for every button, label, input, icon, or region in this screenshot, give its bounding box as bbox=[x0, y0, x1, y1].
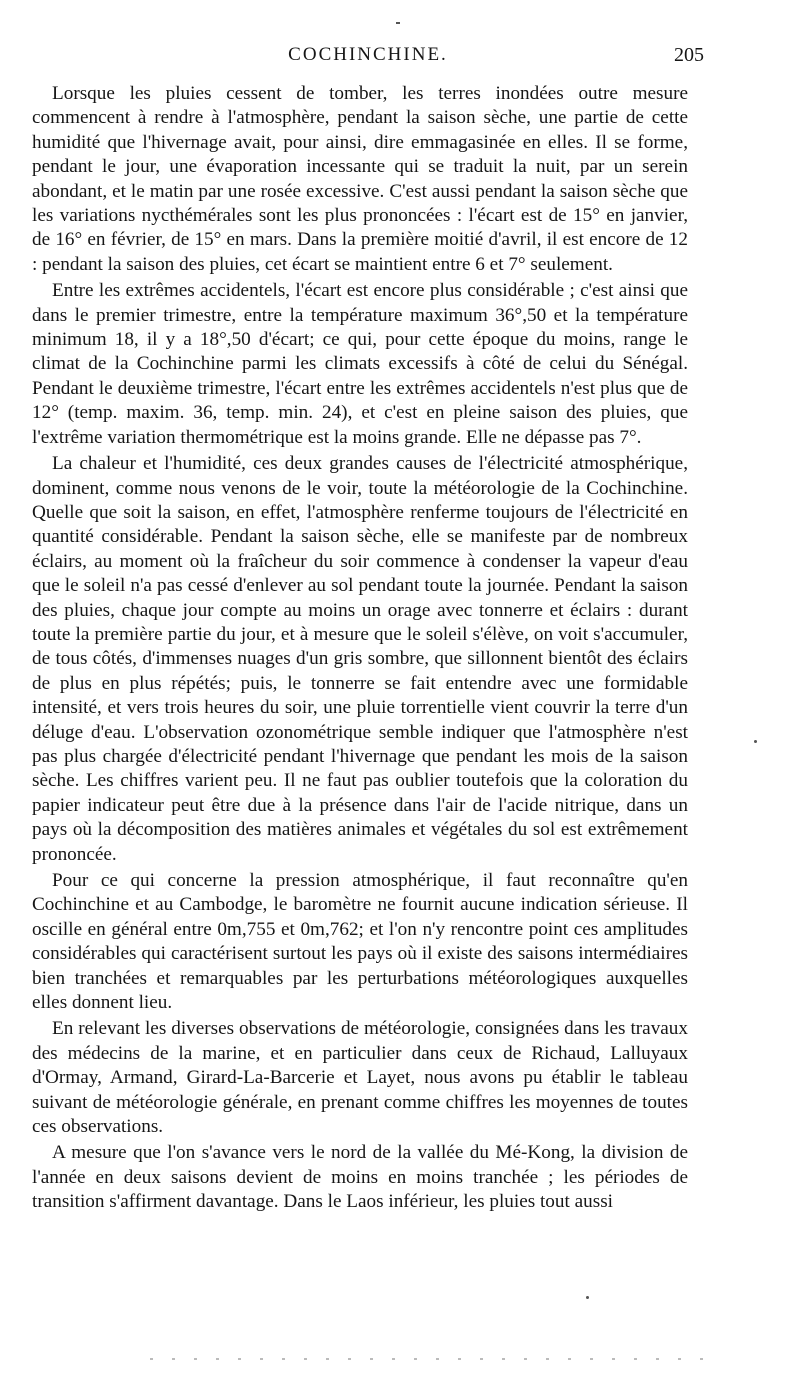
print-speck bbox=[396, 22, 400, 24]
paragraph-temperature-extremes: Entre les extrêmes accidentels, l'écart est encore plus considérable ; c'est ainsi que dans le premier trimestre, entre la température maximum 36°,50 et la température minimum 18, il y a 18°,50 d'écart; ce qui, pour cette époque du moins, range le climat de la Cochinchine parmi les climats excessifs à côté de celui du Sénégal. Pendant le deuxième trimestre, l'écart entre les extrêmes accidentels n'est plus que de 12° (temp. maxim. 36, temp. min. 24), et c'est en pleine saison des pluies, que l'extrême variation thermométrique est la moins grande. Elle ne dépasse pas 7°. bbox=[32, 280, 688, 448]
paragraph-observations: En relevant les diverses observations de météorologie, consignées dans les travaux des médecins de la marine, et en particulier dans ceux de Richaud, Lalluyaux d'Ormay, Armand, Girard-La-Barcerie et Layet, nous avons pu établir le tableau suivant de météorologie générale, en prenant comme chiffres les moyennes de toutes ces observations. bbox=[32, 1018, 688, 1138]
page-bottom-noise bbox=[150, 1358, 710, 1360]
body-text bbox=[32, 82, 688, 1215]
paragraph-evaporation: Lorsque les pluies cessent de tomber, les terres inondées outre mesure commencent à rendre à l'atmosphère, pendant la saison sèche, une partie de cette humidité que l'hivernage avait, pour ainsi, dire emmagasinée en elles. Il se forme, pendant le jour, une évaporation incessante qui se traduit la nuit, par un serein abondant, et le matin par une rosée excessive. C'est aussi pendant la saison sèche que les variations nycthémérales sont les plus prononcées : l'écart est de 15° en janvier, de 16° en février, de 15° en mars. Dans la première moitié d'avril, il est encore de 12 : pendant la saison des pluies, cet écart se maintient entre 6 et 7° seulement. bbox=[32, 83, 688, 275]
running-title: COCHINCHINE. bbox=[288, 44, 448, 65]
page-number: 205 bbox=[674, 44, 704, 66]
print-speck bbox=[586, 1296, 589, 1299]
print-speck bbox=[754, 740, 757, 743]
paragraph-electricity: La chaleur et l'humidité, ces deux grandes causes de l'électricité atmosphérique, dominent, comme nous venons de le voir, toute la météorologie de la Cochinchine. Quelle que soit la saison, en effet, l'atmosphère renferme toujours de l'électricité en quantité considérable. Pendant la saison sèche, elle se manifeste par de nombreux éclairs, au moment où la fraîcheur du soir commence à condenser la vapeur d'eau que le soleil n'a pas cessé d'enlever au sol pendant toute la journée. Pendant la saison des pluies, chaque jour compte au moins un orage avec tonnerre et éclairs : durant toute la première partie du jour, et à mesure que le soleil s'élève, on voit s'accumuler, de tous côtés, d'immenses nuages d'un gris sombre, que sillonnent bientôt des éclairs de plus en plus répétés; puis, le tonnerre se fait entendre avec une formidable intensité, et vers trois heures du soir, une pluie torrentielle vient couvrir la terre d'un déluge d'eau. L'observation ozonométrique semble indiquer que l'atmosphère n'est pas plus chargée d'électricité pendant l'hivernage que pendant les mois de la saison sèche. Les chiffres varient peu. Il ne faut pas oublier toutefois que la coloration du papier indicateur peut être due à la présence dans l'air de l'acide nitrique, dans un pays où la décomposition des matières animales et végétales du sol est extrêmement prononcée. bbox=[32, 453, 688, 865]
page-header bbox=[32, 44, 704, 74]
paragraph-mekong: A mesure que l'on s'avance vers le nord de la vallée du Mé-Kong, la division de l'année en deux saisons devient de moins en moins tranchée ; les périodes de transition s'affirment davantage. Dans le Laos inférieur, les pluies tout aussi bbox=[32, 1142, 688, 1213]
paragraph-pressure: Pour ce qui concerne la pression atmosphérique, il faut reconnaître qu'en Cochinchine et au Cambodge, le baromètre ne fournit aucune indication sérieuse. Il oscille en général entre 0m,755 et 0m,762; et l'on n'y rencontre point ces amplitudes considérables qui caractérisent surtout les pays où il existe des saisons intermédiaires bien tranchées et remarquables par les perturbations météorologiques auxquelles elles donnent lieu. bbox=[32, 870, 688, 1014]
